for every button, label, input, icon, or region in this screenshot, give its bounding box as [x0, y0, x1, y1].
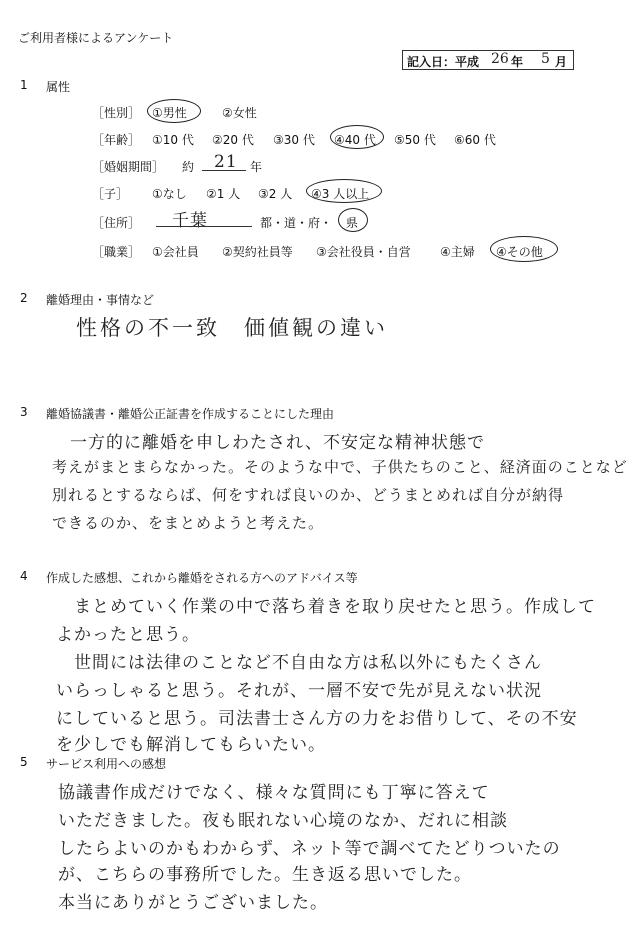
- job-option-housewife: ④主婦: [440, 245, 475, 259]
- section2-heading: 離婚理由・事情など: [46, 293, 155, 307]
- section5-answer-line-5: 本当にありがとうございました。: [58, 893, 328, 913]
- section2-number: 2: [20, 291, 28, 305]
- age-option-60: ⑥60 代: [454, 133, 496, 147]
- marriage-years-value: 21: [214, 152, 238, 172]
- section1-number: 1: [20, 78, 28, 92]
- job-option-other: ④その他: [496, 245, 543, 259]
- section4-answer-line-3: 世間には法律のことなど不自由な方は私以外にもたくさん: [74, 653, 542, 673]
- age-option-40: ④40 代: [334, 133, 376, 147]
- age-option-30: ③30 代: [273, 133, 315, 147]
- section5-number: 5: [20, 755, 28, 769]
- section5-answer-line-3: したらよいのかもわからず、ネット等で調べてたどりついたの: [58, 839, 561, 859]
- marriage-label: ［婚姻期間］: [92, 160, 165, 174]
- age-selection-circle: [330, 125, 384, 149]
- gender-option-female: ②女性: [222, 106, 257, 120]
- children-option-2: ③2 人: [258, 187, 293, 201]
- section3-answer-line-2: 考えがまとまらなかった。そのような中で、子供たちのこと、経済面のことなど: [52, 458, 628, 476]
- entry-date-box: [402, 50, 574, 70]
- entry-date-year-suffix: 年: [511, 55, 524, 69]
- address-prefecture-value: 千葉: [172, 211, 208, 231]
- section3-answer-line-1: 一方的に離婚を申しわたされ、不安定な精神状態で: [70, 433, 486, 453]
- section4-answer-line-4: いらっしゃると思う。それが、一層不安で先が見えない状況: [56, 681, 542, 701]
- section5-heading: サービス利用への感想: [46, 757, 167, 771]
- job-selection-circle: [490, 236, 558, 262]
- age-label: ［年齢］: [92, 133, 141, 147]
- children-option-1: ②1 人: [206, 187, 241, 201]
- marriage-prefix: 約: [182, 160, 195, 174]
- section4-number: 4: [20, 569, 28, 583]
- page-title: ご利用者様によるアンケート: [18, 31, 174, 45]
- gender-label: ［性別］: [92, 106, 141, 120]
- section3-answer-line-3: 別れるとするならば、何をすれば良いのか、どうまとめれば自分が納得: [52, 486, 565, 504]
- address-underline: [156, 226, 252, 227]
- address-units: 都・道・府・: [260, 216, 333, 230]
- children-selection-circle: [306, 179, 382, 203]
- children-option-none: ①なし: [152, 187, 187, 201]
- section2-answer-line-1: 性格の不一致 価値観の違い: [76, 316, 388, 340]
- address-selection-circle: [338, 208, 368, 232]
- address-unit-ken: 県: [346, 216, 359, 230]
- section3-answer-line-4: できるのか、をまとめようと考えた。: [52, 514, 325, 532]
- section3-number: 3: [20, 405, 28, 419]
- age-option-50: ⑤50 代: [394, 133, 436, 147]
- gender-selection-circle: [147, 99, 201, 123]
- job-label: ［職業］: [92, 245, 141, 259]
- section5-answer-line-1: 協議書作成だけでなく、様々な質問にも丁寧に答えて: [58, 783, 490, 803]
- section5-answer-line-4: が、こちらの事務所でした。生き返る思いでした。: [58, 865, 472, 885]
- age-option-10: ①10 代: [152, 133, 194, 147]
- gender-option-male: ①男性: [152, 106, 187, 120]
- section4-answer-line-2: よかったと思う。: [56, 625, 200, 645]
- age-option-20: ②20 代: [212, 133, 254, 147]
- entry-date-label: 記入日：平成: [407, 55, 480, 69]
- job-option-executive: ③会社役員・自営: [316, 245, 411, 259]
- job-option-contract: ②契約社員等: [222, 245, 293, 259]
- section3-heading: 離婚協議書・離婚公正証書を作成することにした理由: [46, 407, 335, 421]
- section5-answer-line-2: いただきました。夜も眠れない心境のなか、だれに相談: [58, 811, 508, 831]
- entry-date-month-suffix: 月: [555, 55, 568, 69]
- marriage-suffix: 年: [250, 160, 263, 174]
- section4-answer-line-5: にしていると思う。司法書士さん方の力をお借りして、その不安: [56, 709, 578, 729]
- section4-answer-line-6: を少しでも解消してもらいたい。: [56, 735, 326, 755]
- job-option-employee: ①会社員: [152, 245, 199, 259]
- address-label: ［住所］: [92, 216, 141, 230]
- section1-heading: 属性: [46, 80, 71, 94]
- children-option-3plus: ④3 人以上: [311, 187, 370, 201]
- section4-answer-line-1: まとめていく作業の中で落ち着きを取り戻せたと思う。作成して: [74, 597, 596, 617]
- entry-date-month: 5: [541, 51, 550, 67]
- children-label: ［子］: [92, 187, 129, 201]
- entry-date-year: 26: [491, 51, 509, 67]
- marriage-underline: [202, 170, 246, 171]
- section4-heading: 作成した感想、これから離婚をされる方へのアドバイス等: [46, 571, 358, 585]
